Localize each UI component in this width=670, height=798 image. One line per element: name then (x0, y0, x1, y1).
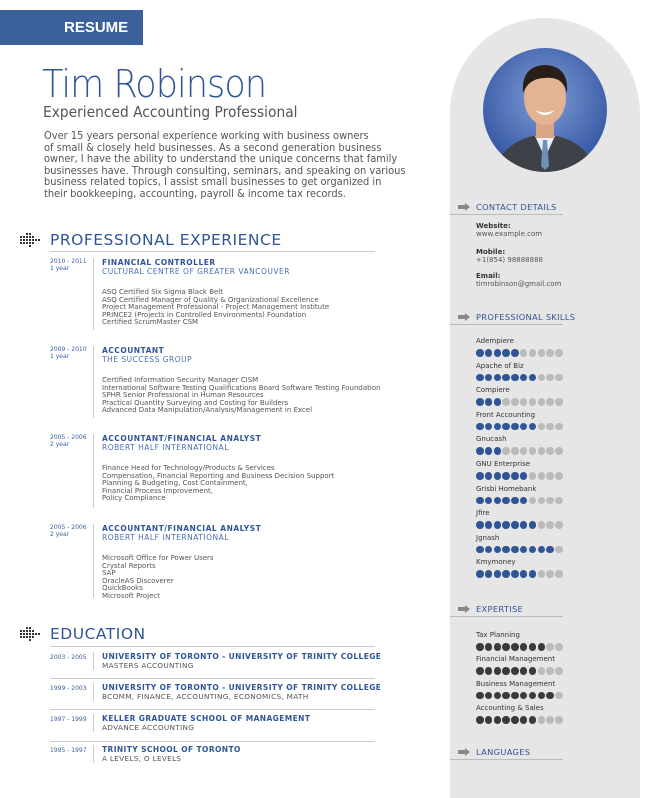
filled-dot-icon (538, 692, 546, 700)
filled-dot-icon (529, 643, 537, 651)
filled-dot-icon (476, 374, 484, 382)
empty-dot-icon (511, 447, 519, 455)
rating-dots (476, 546, 563, 554)
filled-dot-icon (502, 423, 510, 431)
empty-dot-icon (546, 570, 554, 578)
empty-dot-icon (546, 349, 554, 357)
summary (44, 131, 425, 201)
empty-dot-icon (555, 692, 563, 700)
filled-dot-icon (485, 692, 493, 700)
empty-dot-icon (538, 667, 546, 675)
exp-duration: 2 year (50, 441, 70, 448)
expertise-heading-text: EXPERTISE (476, 604, 524, 614)
label: Mobile: (476, 248, 506, 256)
dot-grid-icon (20, 627, 42, 641)
filled-dot-icon (520, 472, 528, 480)
filled-dot-icon (485, 423, 493, 431)
filled-dot-icon (494, 667, 502, 675)
timeline-line (93, 434, 94, 508)
rating-dots (476, 643, 563, 651)
skill-name: Kmymoney (476, 558, 516, 567)
filled-dot-icon (494, 447, 502, 455)
edu-school: TRINITY SCHOOL OF TORONTO (102, 745, 241, 754)
exp-company: CULTURAL CENTRE OF GREATER VANCOUVER (102, 267, 290, 276)
rating-dots (476, 570, 563, 578)
empty-dot-icon (538, 349, 546, 357)
skill-name: Business Management (476, 679, 556, 688)
edu-degree: ADVANCE ACCOUNTING (102, 723, 195, 732)
skill-name: Tax Planning (476, 631, 520, 639)
filled-dot-icon (529, 692, 537, 700)
summary-line: business related topics, I assist small businesses to get organized in (44, 176, 382, 189)
candidate-title: Experienced Accounting Professional (43, 103, 298, 121)
timeline-line (93, 524, 94, 598)
empty-dot-icon (538, 447, 546, 455)
experience-heading-text: PROFESSIONAL EXPERIENCE (50, 231, 282, 249)
filled-dot-icon (511, 667, 519, 675)
summary-line: of small & closely held businesses. As a second generation business (44, 141, 382, 154)
edu-school: KELLER GRADUATE SCHOOL OF MANAGEMENT (102, 714, 311, 723)
exp-dates: 2010 - 2011 (50, 258, 87, 265)
experience-item (50, 434, 390, 503)
filled-dot-icon (502, 570, 510, 578)
empty-dot-icon (520, 398, 528, 406)
summary-line: owner, I have the ability to understand the unique concerns that family (44, 153, 398, 166)
filled-dot-icon (485, 521, 493, 529)
skill-rating (476, 386, 563, 406)
filled-dot-icon (502, 716, 510, 724)
label: Website: (476, 222, 511, 230)
filled-dot-icon (529, 374, 537, 382)
timeline-line (93, 258, 94, 330)
exp-point: Advanced Data Manipulation/Analysis/Management in Excel (102, 406, 313, 415)
empty-dot-icon (529, 447, 537, 455)
empty-dot-icon (529, 497, 537, 505)
contact-mobile (476, 248, 543, 264)
filled-dot-icon (485, 349, 493, 357)
filled-dot-icon (529, 716, 537, 724)
experience-item (50, 258, 390, 327)
arrow-right-icon (458, 605, 470, 613)
exp-point: Finance Head for Technology/Products & Services (102, 464, 275, 472)
rating-dots (476, 716, 563, 724)
filled-dot-icon (511, 570, 519, 578)
filled-dot-icon (494, 570, 502, 578)
exp-point: ASQ Certified Manager of Quality & Organizational Excellence (102, 295, 319, 304)
skill-rating (476, 680, 563, 700)
empty-dot-icon (529, 472, 537, 480)
exp-point: ASQ Certified Six Sigma Black Belt (102, 288, 223, 296)
resume-badge: RESUME (0, 10, 143, 45)
arrow-right-icon (458, 313, 470, 321)
skill-rating (476, 558, 563, 578)
skill-name: Jgnash (476, 533, 500, 542)
filled-dot-icon (520, 521, 528, 529)
filled-dot-icon (520, 546, 528, 554)
divider (450, 759, 563, 760)
exp-dates: 2005 - 2006 (50, 434, 87, 441)
filled-dot-icon (485, 374, 493, 382)
rating-dots (476, 398, 563, 406)
exp-point: Compensation, Financial Reporting and Business Decision Support (102, 471, 335, 480)
rating-dots (476, 447, 563, 455)
filled-dot-icon (520, 570, 528, 578)
divider (50, 646, 375, 647)
rating-dots (476, 497, 563, 505)
filled-dot-icon (476, 423, 484, 431)
exp-point: International Software Testing Qualifications Board Software Testing Foundation (102, 383, 381, 392)
filled-dot-icon (511, 716, 519, 724)
empty-dot-icon (529, 398, 537, 406)
empty-dot-icon (555, 716, 563, 724)
skill-name: Grisbi Homebank (476, 484, 537, 493)
exp-point: Financial Process Improvement, (102, 486, 213, 495)
empty-dot-icon (546, 521, 554, 529)
filled-dot-icon (494, 472, 502, 480)
filled-dot-icon (494, 349, 502, 357)
profile-photo (483, 48, 607, 172)
skill-rating (476, 655, 563, 675)
filled-dot-icon (485, 398, 493, 406)
arrow-right-icon (458, 748, 470, 756)
rating-dots (476, 667, 563, 675)
filled-dot-icon (520, 423, 528, 431)
skill-name: Accounting & Sales (476, 704, 544, 713)
empty-dot-icon (538, 570, 546, 578)
filled-dot-icon (502, 667, 510, 675)
exp-point: OracleAS Discoverer (102, 576, 174, 585)
candidate-name: Tim Robinson (42, 62, 267, 106)
divider (50, 251, 375, 252)
empty-dot-icon (555, 423, 563, 431)
filled-dot-icon (502, 374, 510, 382)
empty-dot-icon (529, 349, 537, 357)
filled-dot-icon (476, 716, 484, 724)
filled-dot-icon (485, 667, 493, 675)
divider (450, 616, 563, 617)
empty-dot-icon (520, 349, 528, 357)
timeline-line (93, 683, 94, 701)
filled-dot-icon (494, 692, 502, 700)
exp-point: Certified ScrumMaster CSM (102, 318, 199, 327)
filled-dot-icon (476, 692, 484, 700)
empty-dot-icon (546, 667, 554, 675)
skill-name: Apache of Biz (476, 361, 524, 370)
exp-title: FINANCIAL CONTROLLER (102, 258, 216, 267)
website-link[interactable]: www.example.com (476, 230, 543, 238)
exp-point: Practical Quantity Surveying and Costing for Builders (102, 398, 289, 407)
skill-rating (476, 509, 563, 529)
skill-name: Financial Management (476, 655, 555, 664)
skill-rating (476, 460, 563, 480)
empty-dot-icon (555, 398, 563, 406)
contact-website (476, 222, 542, 238)
filled-dot-icon (511, 546, 519, 554)
empty-dot-icon (555, 349, 563, 357)
education-item (50, 652, 382, 670)
filled-dot-icon (494, 643, 502, 651)
summary-line: Over 15 years personal experience working with business owners (44, 130, 369, 142)
skill-name: Jfire (476, 509, 490, 518)
filled-dot-icon (476, 667, 484, 675)
exp-company: THE SUCCESS GROUP (102, 355, 193, 364)
filled-dot-icon (485, 643, 493, 651)
empty-dot-icon (555, 570, 563, 578)
summary-line: businesses have. Through consulting, seminars, and speaking on various (44, 164, 406, 177)
filled-dot-icon (494, 521, 502, 529)
exp-title: ACCOUNTANT/FINANCIAL ANALYST (102, 434, 262, 443)
exp-title: ACCOUNTANT (102, 346, 165, 355)
empty-dot-icon (555, 472, 563, 480)
exp-duration: 2 year (50, 531, 70, 538)
filled-dot-icon (476, 398, 484, 406)
filled-dot-icon (485, 497, 493, 505)
email-link[interactable]: timrobinson@gmail.com (476, 280, 562, 288)
filled-dot-icon (520, 667, 528, 675)
skill-rating (476, 485, 563, 505)
exp-duration: 1 year (50, 353, 70, 360)
filled-dot-icon (520, 497, 528, 505)
filled-dot-icon (494, 497, 502, 505)
filled-dot-icon (511, 472, 519, 480)
edu-dates: 2003 - 2005 (50, 654, 87, 661)
exp-point: SAP (102, 569, 116, 578)
filled-dot-icon (502, 521, 510, 529)
filled-dot-icon (502, 497, 510, 505)
filled-dot-icon (511, 497, 519, 505)
filled-dot-icon (485, 570, 493, 578)
empty-dot-icon (511, 398, 519, 406)
empty-dot-icon (555, 521, 563, 529)
education-item (50, 683, 382, 701)
skill-name: GNU Enterprise (476, 460, 531, 468)
filled-dot-icon (511, 692, 519, 700)
rating-dots (476, 374, 563, 382)
skill-rating (476, 631, 563, 651)
timeline-line (93, 346, 94, 418)
divider (50, 709, 375, 710)
filled-dot-icon (485, 447, 493, 455)
divider (450, 324, 563, 325)
education-item (50, 714, 375, 732)
empty-dot-icon (555, 447, 563, 455)
exp-point: Planning & Budgeting, Cost Containment, (102, 479, 248, 488)
exp-company: ROBERT HALF INTERNATIONAL (102, 443, 229, 452)
filled-dot-icon (511, 521, 519, 529)
education-heading-text: EDUCATION (50, 625, 146, 643)
filled-dot-icon (502, 643, 510, 651)
skill-name: Gnucash (476, 435, 507, 444)
empty-dot-icon (546, 716, 554, 724)
empty-dot-icon (555, 497, 563, 505)
filled-dot-icon (546, 692, 554, 700)
experience-item (50, 346, 390, 415)
edu-dates: 1999 - 2003 (50, 685, 87, 692)
exp-point: Crystal Reports (102, 561, 156, 570)
skill-rating (476, 435, 563, 455)
contact-email (476, 272, 561, 288)
summary-line: their bookkeeping, accounting, payroll & income tax records. (44, 187, 346, 200)
filled-dot-icon (538, 546, 546, 554)
empty-dot-icon (546, 447, 554, 455)
skill-rating (476, 534, 563, 554)
filled-dot-icon (529, 570, 537, 578)
exp-dates: 2009 - 2010 (50, 346, 87, 353)
empty-dot-icon (555, 643, 563, 651)
empty-dot-icon (538, 521, 546, 529)
filled-dot-icon (485, 472, 493, 480)
empty-dot-icon (555, 546, 563, 554)
exp-point: PRINCE2 (Projects in Controlled Environments) Foundation (102, 310, 307, 319)
skill-name: Adempiere (476, 337, 514, 345)
contact-heading (458, 202, 557, 212)
rating-dots (476, 692, 563, 700)
skills-heading (458, 312, 575, 322)
filled-dot-icon (485, 716, 493, 724)
filled-dot-icon (529, 423, 537, 431)
filled-dot-icon (529, 546, 537, 554)
exp-point: Policy Compliance (102, 494, 166, 503)
filled-dot-icon (511, 374, 519, 382)
filled-dot-icon (476, 643, 484, 651)
languages-heading (458, 747, 530, 757)
filled-dot-icon (502, 349, 510, 357)
filled-dot-icon (476, 472, 484, 480)
rating-dots (476, 472, 563, 480)
exp-point: Microsoft Project (102, 591, 161, 600)
filled-dot-icon (546, 546, 554, 554)
timeline-line (93, 745, 94, 763)
arrow-right-icon (458, 203, 470, 211)
divider (50, 678, 375, 679)
skill-rating (476, 704, 563, 724)
dot-grid-icon (20, 233, 42, 247)
filled-dot-icon (494, 716, 502, 724)
skill-rating (476, 411, 563, 431)
filled-dot-icon (511, 643, 519, 651)
filled-dot-icon (502, 472, 510, 480)
empty-dot-icon (502, 447, 510, 455)
empty-dot-icon (538, 398, 546, 406)
filled-dot-icon (476, 447, 484, 455)
timeline-line (93, 652, 94, 670)
exp-point: SPHR Senior Professional in Human Resources (102, 391, 264, 400)
edu-school: UNIVERSITY OF TORONTO - UNIVERSITY OF TRINITY COLLEGE (102, 652, 382, 661)
label: Email: (476, 272, 501, 280)
empty-dot-icon (546, 643, 554, 651)
filled-dot-icon (494, 374, 502, 382)
edu-degree: MASTERS ACCOUNTING (102, 661, 194, 670)
divider (50, 741, 375, 742)
empty-dot-icon (555, 667, 563, 675)
filled-dot-icon (502, 546, 510, 554)
filled-dot-icon (494, 546, 502, 554)
empty-dot-icon (538, 472, 546, 480)
empty-dot-icon (520, 447, 528, 455)
edu-school: UNIVERSITY OF TORONTO - UNIVERSITY OF TRINITY COLLEGE (102, 683, 382, 692)
expertise-heading (458, 604, 523, 614)
edu-degree: A LEVELS, O LEVELS (102, 754, 182, 763)
filled-dot-icon (476, 521, 484, 529)
empty-dot-icon (546, 374, 554, 382)
empty-dot-icon (538, 423, 546, 431)
filled-dot-icon (476, 570, 484, 578)
empty-dot-icon (538, 716, 546, 724)
filled-dot-icon (520, 692, 528, 700)
filled-dot-icon (520, 374, 528, 382)
education-item (50, 745, 375, 763)
skill-name: Compiere (476, 386, 510, 395)
exp-point: Certified Information Security Manager CISM (102, 376, 259, 384)
mobile-value: +1(854) 98888888 (476, 256, 543, 264)
rating-dots (476, 349, 563, 357)
divider (450, 214, 563, 215)
filled-dot-icon (476, 497, 484, 505)
filled-dot-icon (476, 546, 484, 554)
empty-dot-icon (546, 497, 554, 505)
skill-rating (476, 362, 563, 382)
timeline-line (93, 714, 94, 732)
exp-point: Microsoft Office for Power Users (102, 554, 214, 562)
filled-dot-icon (520, 716, 528, 724)
filled-dot-icon (485, 546, 493, 554)
empty-dot-icon (555, 374, 563, 382)
person-avatar-icon (483, 48, 607, 172)
exp-dates: 2005 - 2006 (50, 524, 87, 531)
contact-heading-text: CONTACT DETAILS (476, 202, 557, 212)
empty-dot-icon (538, 497, 546, 505)
filled-dot-icon (511, 423, 519, 431)
empty-dot-icon (546, 472, 554, 480)
filled-dot-icon (502, 692, 510, 700)
skills-heading-text: PROFESSIONAL SKILLS (476, 312, 576, 322)
filled-dot-icon (538, 643, 546, 651)
filled-dot-icon (494, 423, 502, 431)
filled-dot-icon (520, 643, 528, 651)
skill-name: Front Accounting (476, 410, 536, 419)
filled-dot-icon (476, 349, 484, 357)
empty-dot-icon (502, 398, 510, 406)
filled-dot-icon (529, 521, 537, 529)
exp-point: Project Management Professional - Project Management Institute (102, 303, 330, 312)
education-heading (20, 625, 146, 643)
exp-point: QuickBooks (102, 584, 143, 593)
rating-dots (476, 423, 563, 431)
edu-dates: 1995 - 1997 (50, 747, 87, 754)
empty-dot-icon (546, 398, 554, 406)
exp-company: ROBERT HALF INTERNATIONAL (102, 533, 229, 542)
languages-heading-text: LANGUAGES (476, 747, 531, 757)
filled-dot-icon (529, 667, 537, 675)
experience-heading (20, 231, 282, 249)
edu-degree: BCOMM, FINANCE, ACCOUNTING, ECONOMICS, MATH (102, 692, 309, 701)
exp-duration: 1 year (50, 265, 70, 272)
filled-dot-icon (511, 349, 519, 357)
empty-dot-icon (546, 423, 554, 431)
edu-dates: 1997 - 1999 (50, 716, 87, 723)
experience-item (50, 524, 390, 601)
empty-dot-icon (538, 374, 546, 382)
skill-rating (476, 337, 563, 357)
rating-dots (476, 521, 563, 529)
exp-title: ACCOUNTANT/FINANCIAL ANALYST (102, 524, 262, 533)
filled-dot-icon (494, 398, 502, 406)
